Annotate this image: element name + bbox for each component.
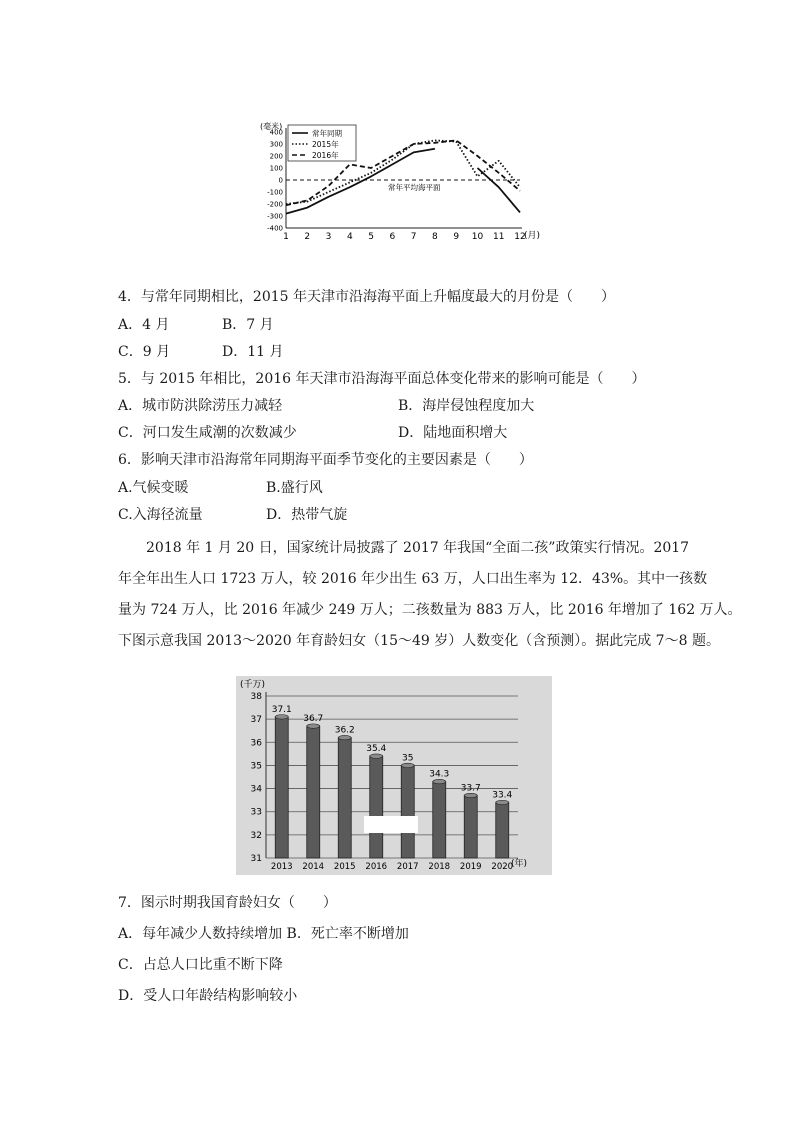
- x-tick-label: 12: [514, 232, 526, 242]
- bar-value-label: 33.7: [460, 783, 481, 794]
- x-tick-label: 9: [453, 232, 460, 242]
- women-population-chart: [236, 676, 552, 875]
- bar: [464, 796, 477, 858]
- bar-cap: [370, 754, 383, 758]
- bar-cap: [433, 779, 446, 783]
- q5-option-c[interactable]: C．河口发生咸潮的次数减少: [118, 425, 297, 441]
- q6-stem: 6．影响天津市沿海常年同期海平面季节变化的主要因素是（ ）: [118, 452, 533, 468]
- x-tick-label: 1: [283, 232, 289, 242]
- x-unit-label: (年): [511, 859, 528, 869]
- white-patch: [364, 816, 418, 833]
- y-tick-label: 32: [250, 830, 262, 841]
- x-tick-label: 2020: [491, 862, 514, 872]
- x-tick-label: 8: [432, 232, 438, 242]
- bar-cap: [338, 735, 351, 739]
- y-tick-label: -400: [267, 224, 283, 233]
- x-tick-label: 2016: [365, 862, 388, 872]
- q7-option-d[interactable]: D．受人口年龄结构影响较小: [118, 988, 298, 1004]
- bar-cap: [464, 793, 477, 797]
- bar: [307, 726, 320, 858]
- y-tick-label: 33: [250, 807, 262, 818]
- y-tick-label: 0: [278, 176, 283, 185]
- q4-option-d[interactable]: D．11 月: [222, 344, 284, 360]
- q6-option-b[interactable]: B.盛行风: [266, 480, 323, 496]
- q7-stem: 7．图示时期我国育龄妇女（ ）: [118, 895, 337, 911]
- y-tick-label: 31: [250, 854, 262, 864]
- q4-option-c[interactable]: C．9 月: [118, 344, 171, 360]
- q6-option-d[interactable]: D．热带气旋: [266, 507, 348, 523]
- bar-value-label: 33.4: [492, 790, 513, 801]
- bar: [338, 738, 351, 858]
- q4-stem: 4．与常年同期相比，2015 年天津市沿海海平面上升幅度最大的月份是（ ）: [118, 289, 615, 305]
- bar-value-label: 35: [402, 753, 414, 764]
- bar: [401, 765, 414, 858]
- x-tick-label: 5: [368, 232, 374, 242]
- y-unit-label: (毫米): [260, 122, 283, 131]
- legend-label-normal: 常年同期: [312, 129, 342, 138]
- bar-cap: [307, 724, 320, 728]
- y-tick-label: 38: [250, 692, 262, 702]
- passage: [118, 533, 742, 657]
- passage-line: 下图示意我国 2013～2020 年育龄妇女（15～49 岁）人数变化（含预测）。据此完成 7～8 题。: [118, 633, 720, 649]
- y-unit-label: (千万): [240, 680, 266, 690]
- passage-line: 量为 724 万人，比 2016 年减少 249 万人；二孩数量为 883 万人，比 2016 年增加了 162 万人。: [118, 602, 742, 618]
- legend: [288, 125, 356, 161]
- y-tick-label: -300: [267, 212, 283, 221]
- q5-option-d[interactable]: D．陆地面积增大: [398, 425, 508, 441]
- x-tick-label: 2013: [270, 862, 293, 872]
- women-population-chart-svg: [236, 676, 552, 875]
- q7-option-ab[interactable]: A．每年减少人数持续增加 B．死亡率不断增加: [118, 926, 409, 942]
- bar: [275, 717, 288, 858]
- y-tick-label: 100: [269, 164, 283, 173]
- bar-value-label: 36.2: [334, 725, 355, 736]
- passage-line: 年全年出生人口 1723 万人，较 2016 年少出生 63 万，人口出生率为 12．43%。其中一孩数: [118, 571, 708, 587]
- x-tick-label: 2: [304, 232, 311, 242]
- sea-level-chart: [258, 120, 558, 245]
- x-tick-label: 2015: [333, 862, 356, 872]
- bar-value-label: 36.7: [303, 714, 324, 725]
- q4-option-a[interactable]: A．4 月: [118, 317, 170, 333]
- bar-cap: [275, 715, 288, 719]
- bar-value-label: 35.4: [366, 744, 387, 755]
- x-tick-label: 2019: [459, 862, 482, 872]
- legend-label-2015: 2015年: [312, 140, 339, 149]
- y-tick-label: 36: [250, 738, 262, 749]
- bar: [433, 782, 446, 858]
- y-tick-label: -100: [267, 188, 283, 197]
- bar: [496, 802, 509, 858]
- y-tick-label: 34: [250, 784, 262, 795]
- q4-option-b[interactable]: B．7 月: [222, 317, 274, 333]
- mean-sea-level-annotation: 常年平均海平面: [388, 183, 441, 192]
- y-tick-label: -200: [267, 200, 283, 209]
- q5-option-a[interactable]: A．城市防洪除涝压力减轻: [118, 398, 283, 414]
- y-tick-label: 400: [269, 128, 283, 137]
- q5-stem: 5．与 2015 年相比，2016 年天津市沿海海平面总体变化带来的影响可能是（ ）: [118, 371, 646, 387]
- series-line-normal: [478, 168, 521, 212]
- x-tick-label: 2014: [302, 862, 325, 872]
- bar-cap: [496, 800, 509, 804]
- x-tick-label: 2017: [396, 862, 419, 872]
- q7-option-c[interactable]: C．占总人口比重不断下降: [118, 957, 283, 973]
- bar-value-label: 37.1: [271, 704, 292, 715]
- y-tick-label: 300: [269, 140, 283, 149]
- x-tick-label: 10: [471, 232, 484, 242]
- x-unit-label: (月): [524, 231, 541, 241]
- legend-label-2016: 2016年: [312, 151, 339, 160]
- sea-level-chart-svg: [258, 120, 558, 245]
- y-tick-label: 35: [250, 761, 262, 772]
- x-tick-label: 3: [325, 232, 332, 242]
- bar-value-label: 34.3: [429, 769, 450, 780]
- x-tick-label: 4: [346, 232, 353, 242]
- q5-option-b[interactable]: B．海岸侵蚀程度加大: [398, 398, 535, 414]
- x-tick-label: 6: [389, 232, 396, 242]
- bar: [370, 756, 383, 858]
- bar-cap: [401, 763, 414, 767]
- x-tick-label: 11: [493, 232, 505, 242]
- x-tick-label: 2018: [428, 862, 451, 872]
- passage-line: 2018 年 1 月 20 日，国家统计局披露了 2017 年我国“全面二孩”政策实行情况。2017: [118, 540, 690, 556]
- y-tick-label: 37: [250, 715, 262, 726]
- y-tick-label: 200: [269, 152, 283, 161]
- q6-option-c[interactable]: C.入海径流量: [118, 507, 203, 523]
- q6-option-a[interactable]: A.气候变暖: [118, 480, 189, 496]
- x-tick-label: 7: [410, 232, 417, 242]
